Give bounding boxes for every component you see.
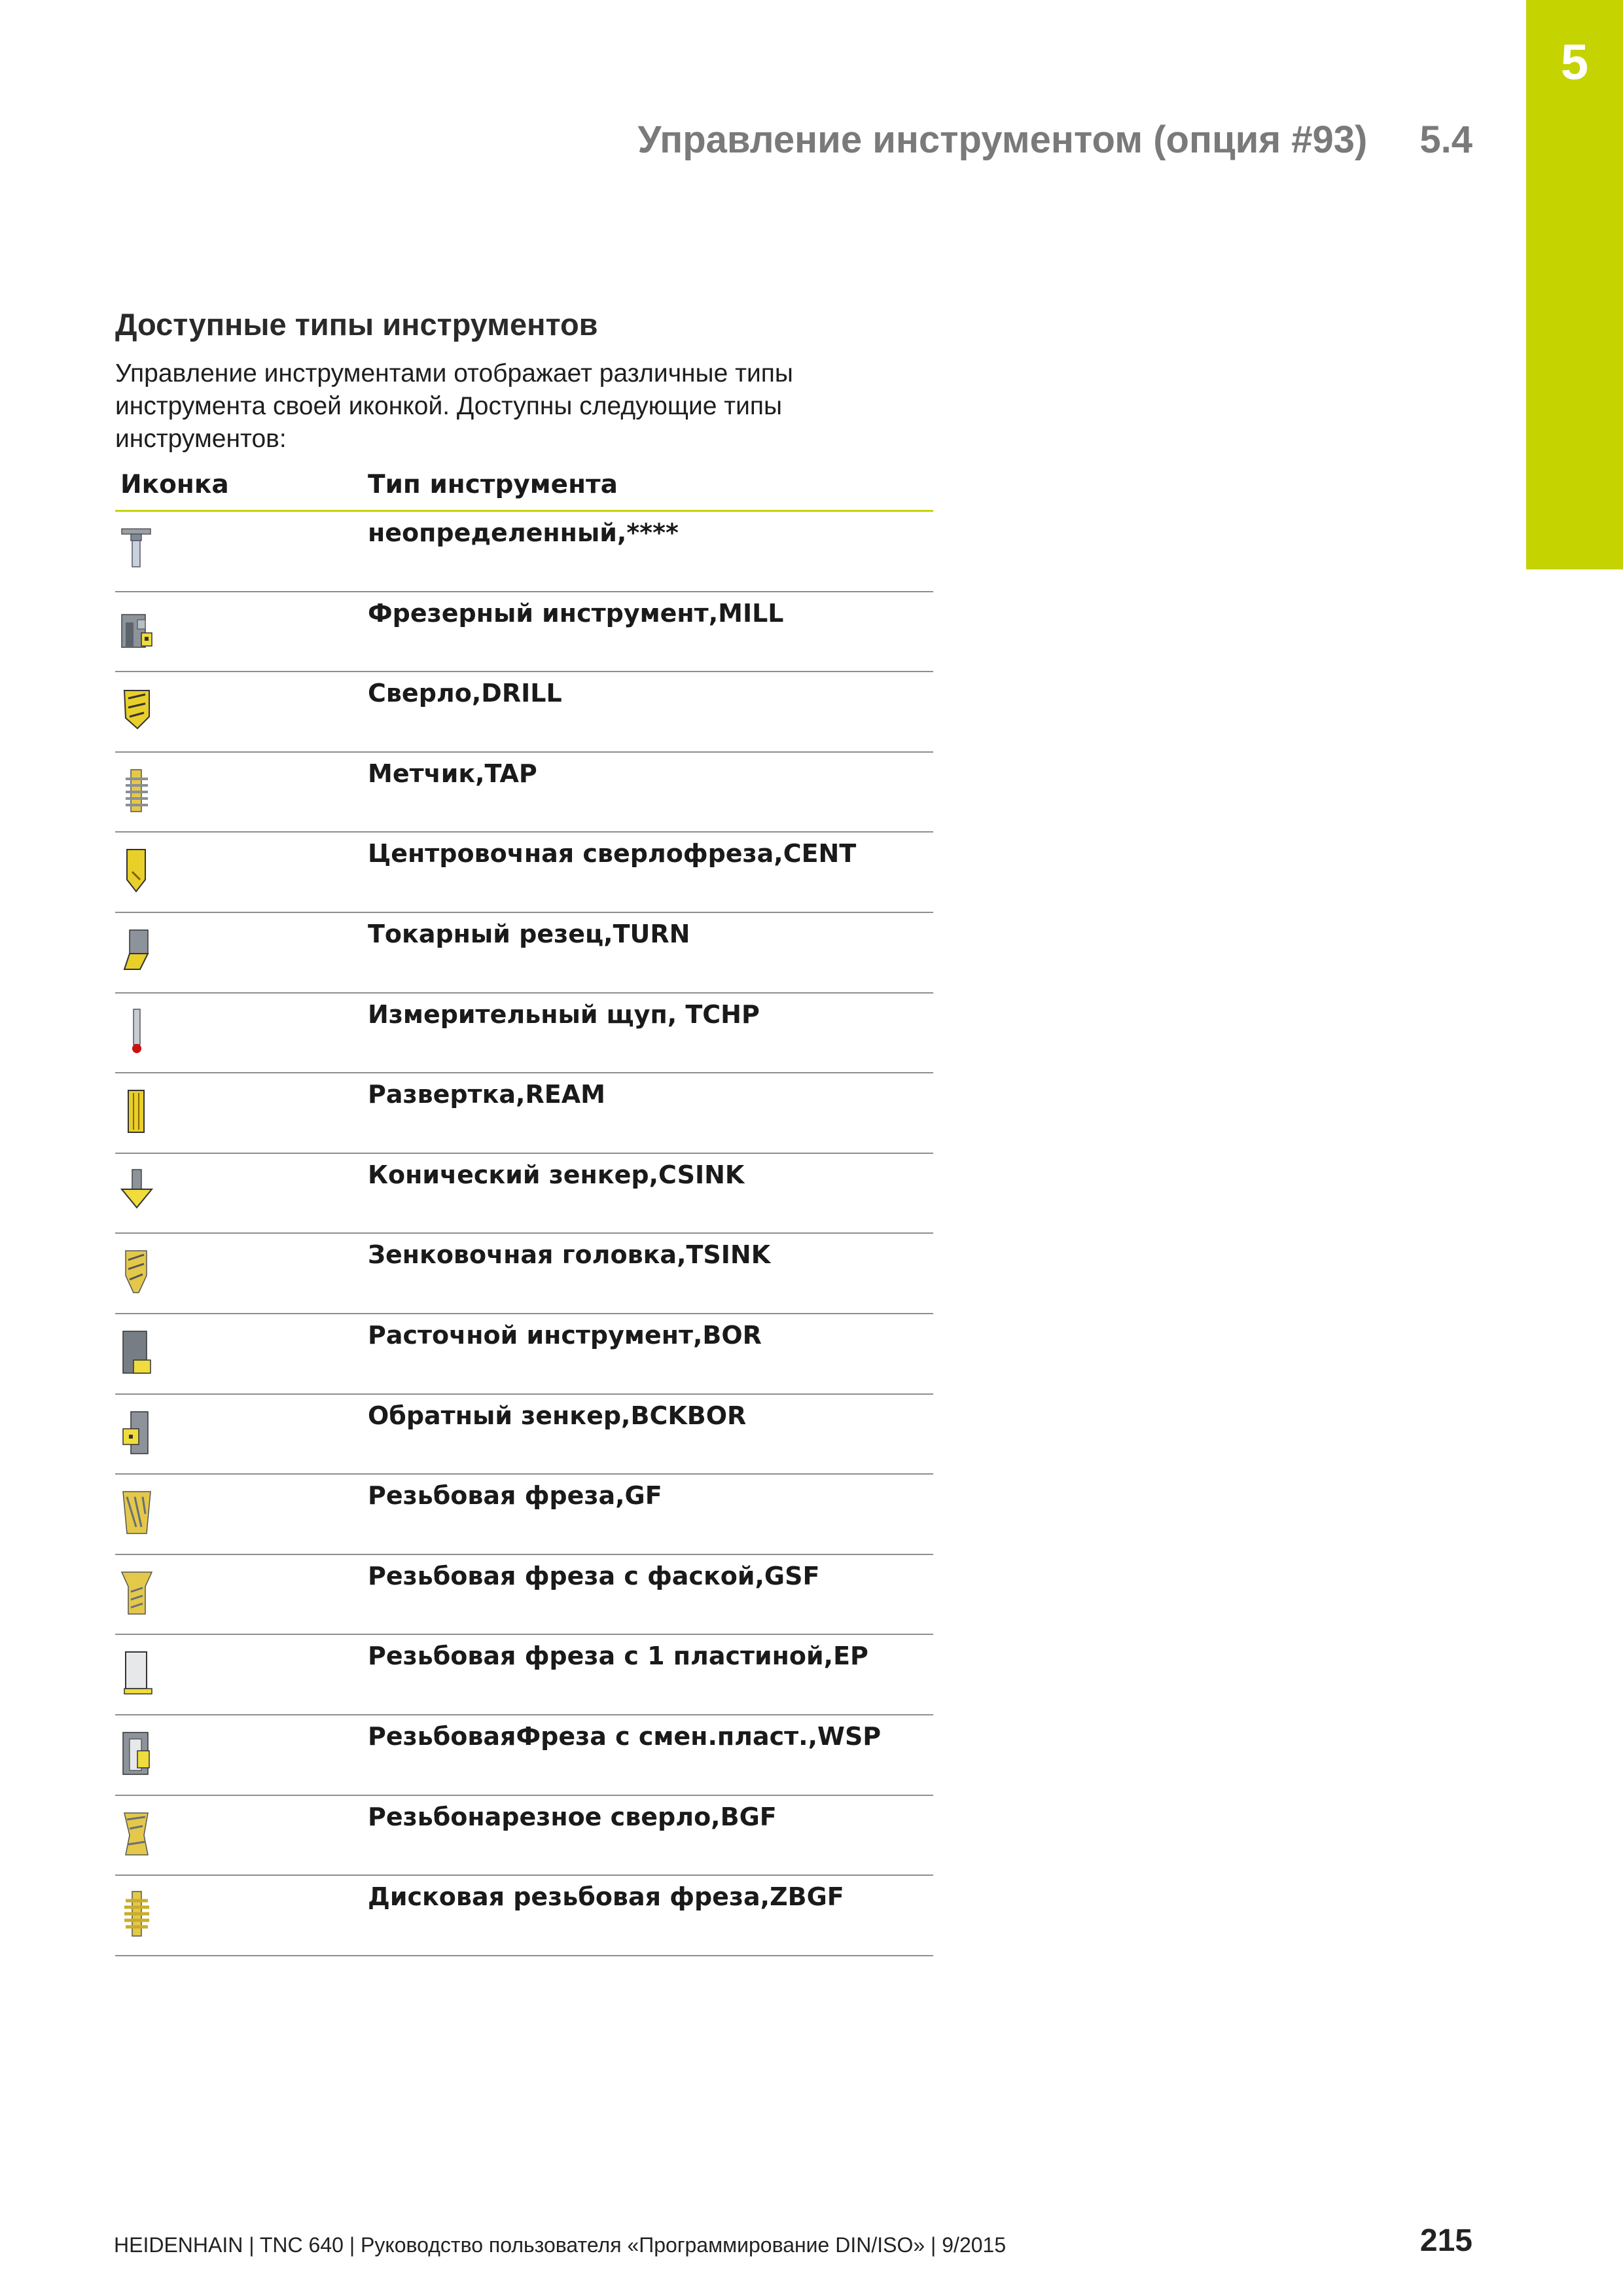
table-row	[115, 592, 933, 673]
tool-type-label: Конический зенкер,CSINK	[368, 1160, 745, 1189]
tool-type-label: Измерительный щуп, TCHP	[368, 999, 760, 1029]
thread-mill-icon	[119, 1488, 154, 1537]
tool-type-label: Обратный зенкер,BCKBOR	[368, 1401, 747, 1430]
drill-thread-mill-icon	[119, 1809, 154, 1859]
column-header-type: Тип инструмента	[368, 470, 618, 499]
drill-tool-icon	[119, 685, 154, 735]
mill-tool-icon	[119, 605, 154, 655]
table-row	[115, 1796, 933, 1876]
header-section-number: 5.4	[1419, 118, 1472, 161]
thread-mill-chamfer-icon	[119, 1568, 154, 1618]
table-row	[115, 913, 933, 994]
single-insert-thread-mill-icon	[119, 1648, 154, 1698]
tool-type-label: Центровочная сверлофреза,CENT	[368, 839, 857, 869]
tool-type-label: Метчик,TAP	[368, 759, 537, 788]
table-row	[115, 1475, 933, 1555]
header-title: Управление инструментом (опция #93)	[637, 118, 1368, 161]
tool-type-label: Фрезерный инструмент,MILL	[368, 598, 784, 628]
tool-type-label: Сверло,DRILL	[368, 679, 562, 708]
page-footer: HEIDENHAIN | TNC 640 | Руководство пользователя «Программирование DIN/ISO» | 9/2015	[114, 2233, 1007, 2257]
section-title: Доступные типы инструментов	[115, 307, 598, 342]
tool-type-label: Зенковочная головка,TSINK	[368, 1240, 771, 1270]
chapter-tab	[1526, 0, 1623, 569]
tool-type-label: Резьбовая фреза,GF	[368, 1481, 662, 1511]
chapter-number: 5	[1560, 35, 1589, 90]
table-row	[115, 512, 933, 592]
undefined-tool-icon	[119, 525, 154, 575]
centering-drill-icon	[119, 846, 154, 895]
table-row	[115, 1876, 933, 1956]
tool-type-label: Расточной инструмент,BOR	[368, 1320, 762, 1350]
t-countersink-icon	[119, 1247, 154, 1297]
reamer-icon	[119, 1086, 154, 1136]
table-row	[115, 672, 933, 753]
indexable-insert-thread-mill-icon	[119, 1729, 154, 1778]
intro-paragraph: Управление инструментами отображает различные типы инструмента своей иконкой. Доступны следующие типы инструментов:	[115, 359, 793, 453]
table-header	[115, 470, 933, 512]
table-row	[115, 1073, 933, 1154]
tool-type-label: Резьбонарезное сверло,BGF	[368, 1802, 777, 1831]
boring-tool-icon	[119, 1327, 154, 1377]
table-row	[115, 1395, 933, 1475]
table-row	[115, 833, 933, 913]
table-row	[115, 1715, 933, 1796]
tool-type-label: Развертка,REAM	[368, 1080, 605, 1109]
tap-tool-icon	[119, 766, 154, 816]
table-row	[115, 753, 933, 833]
tool-type-label: Токарный резец,TURN	[368, 919, 690, 948]
countersink-icon	[119, 1167, 154, 1217]
page-number: 215	[1419, 2223, 1472, 2258]
circular-thread-mill-icon	[119, 1889, 154, 1939]
back-boring-icon	[119, 1408, 154, 1458]
table-row	[115, 1154, 933, 1234]
tool-type-table	[115, 512, 933, 1956]
tool-type-label: РезьбоваяФреза с смен.пласт.,WSP	[368, 1721, 882, 1751]
tool-type-label: Дисковая резьбовая фреза,ZBGF	[368, 1882, 844, 1912]
tool-type-label: Резьбовая фреза с 1 пластиной,EP	[368, 1641, 868, 1671]
table-row	[115, 1234, 933, 1314]
touch-probe-icon	[119, 1007, 154, 1056]
tool-type-label: неопределенный,****	[368, 518, 679, 547]
turning-tool-icon	[119, 926, 154, 976]
table-row	[115, 1635, 933, 1715]
tool-type-label: Резьбовая фреза с фаской,GSF	[368, 1561, 820, 1590]
column-header-icon: Иконка	[120, 470, 229, 499]
table-row	[115, 1314, 933, 1395]
table-row	[115, 994, 933, 1074]
table-row	[115, 1555, 933, 1636]
running-header	[637, 118, 1472, 162]
